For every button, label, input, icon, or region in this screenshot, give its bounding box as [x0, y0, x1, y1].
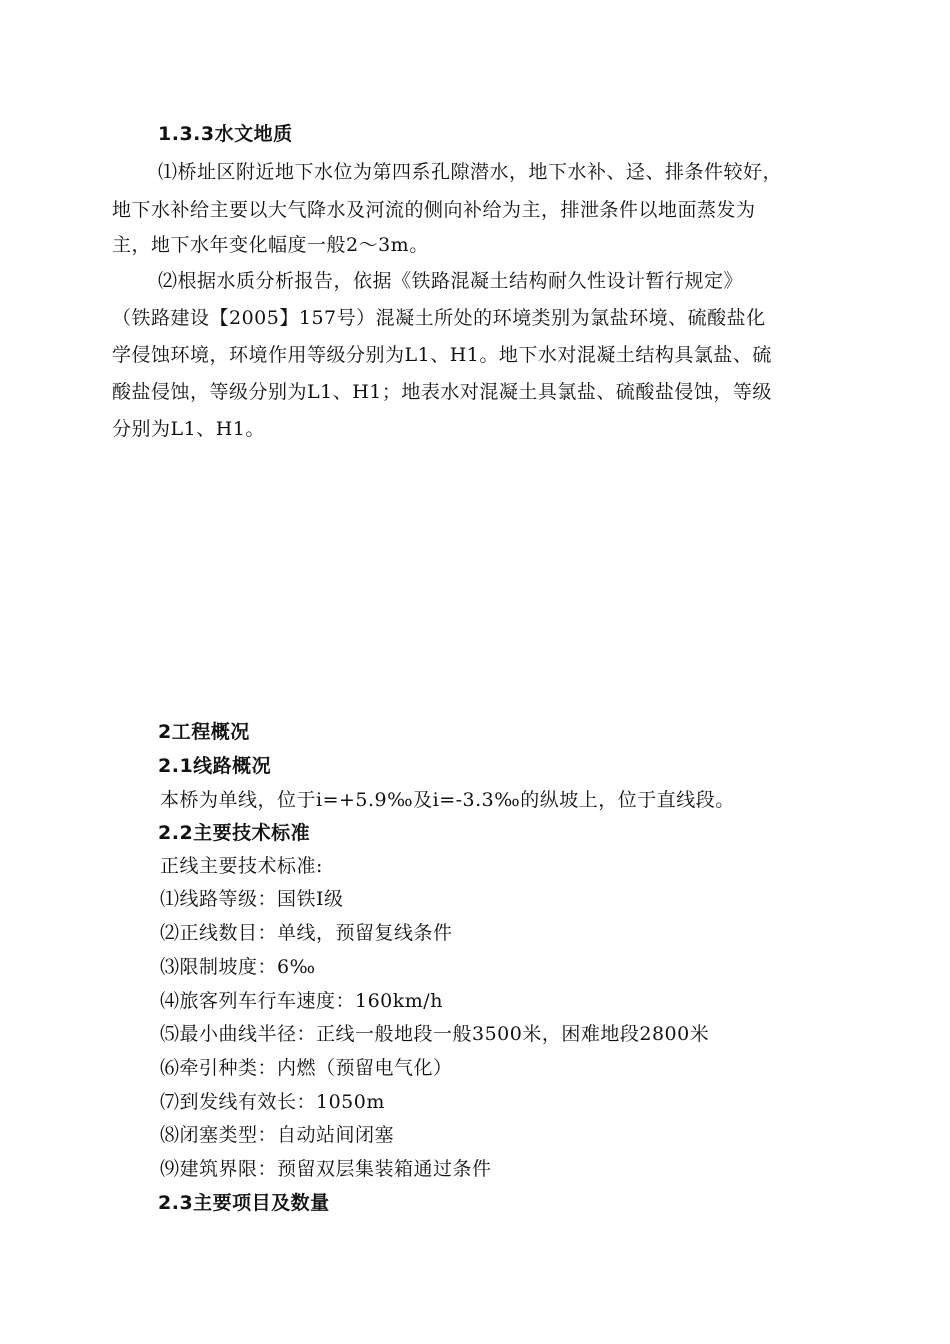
list-item: ⑹牵引种类：内燃（预留电气化）: [160, 1057, 453, 1079]
paragraph-line: 本桥为单线，位于i=+5.9‰及i=-3.3‰的纵坡上，位于直线段。: [160, 789, 735, 811]
list-item: ⑴线路等级：国铁Ⅰ级: [160, 888, 344, 910]
list-item: ⑶限制坡度：6‰: [160, 956, 316, 978]
list-item: ⑸最小曲线半径：正线一般地段一般3500米，困难地段2800米: [160, 1023, 710, 1045]
paragraph-line: 学侵蚀环境，环境作用等级分别为L1、H1。地下水对混凝土结构具氯盐、硫: [112, 344, 772, 366]
section-heading-1-3-3: 1.3.3水文地质: [158, 123, 293, 145]
paragraph-line: 酸盐侵蚀，等级分别为L1、H1；地表水对混凝土具氯盐、硫酸盐侵蚀，等级: [112, 381, 772, 403]
section-heading-2-2: 2.2主要技术标准: [158, 822, 311, 844]
list-item: ⑺到发线有效长：1050m: [160, 1091, 385, 1113]
paragraph-line: 分别为L1、H1。: [112, 418, 265, 440]
paragraph-line: ⑵根据水质分析报告，依据《铁路混凝土结构耐久性设计暂行规定》: [158, 270, 744, 292]
list-intro: 正线主要技术标准:: [160, 855, 323, 877]
section-heading-2: 2工程概况: [158, 721, 250, 743]
paragraph-line: （铁路建设【2005】157号）混凝土所处的环境类别为氯盐环境、硫酸盐化: [112, 307, 766, 329]
section-heading-2-3: 2.3主要项目及数量: [158, 1192, 330, 1214]
paragraph-line: 主，地下水年变化幅度一般2～3m。: [112, 234, 429, 256]
list-item: ⑼建筑界限：预留双层集装箱通过条件: [160, 1158, 492, 1180]
list-item: ⑻闭塞类型：自动站间闭塞: [160, 1124, 395, 1146]
paragraph-line: ⑴桥址区附近地下水位为第四系孔隙潜水，地下水补、迳、排条件较好，: [158, 161, 783, 183]
list-item: ⑵正线数目：单线，预留复线条件: [160, 922, 453, 944]
section-heading-2-1: 2.1线路概况: [158, 755, 272, 777]
list-item: ⑷旅客列车行车速度：160km/h: [160, 990, 443, 1012]
paragraph-line: 地下水补给主要以大气降水及河流的侧向补给为主，排泄条件以地面蒸发为: [112, 199, 756, 221]
